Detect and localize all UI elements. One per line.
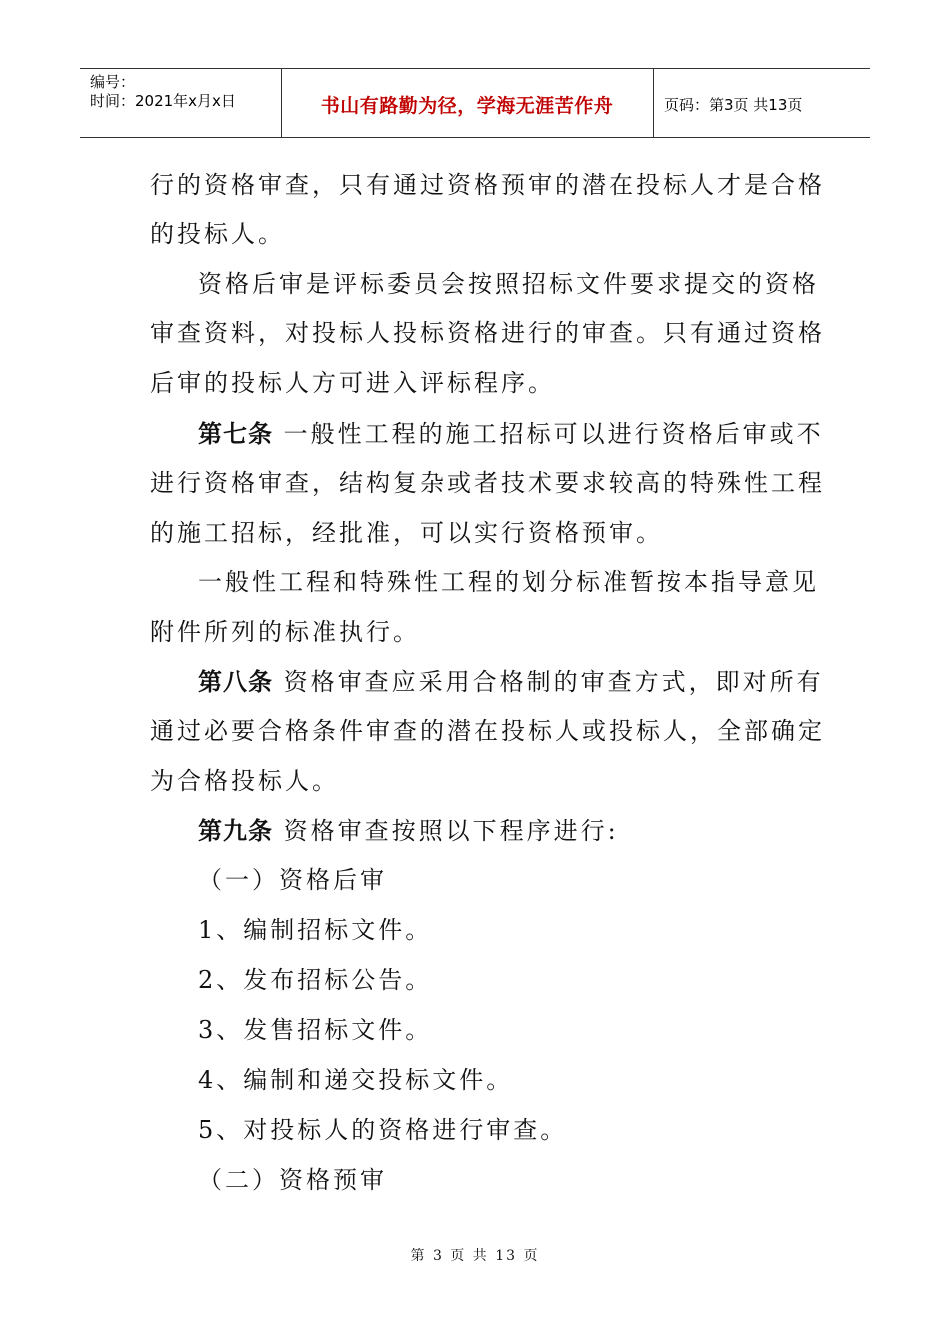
paragraph-line: 为合格投标人。 [150,767,339,795]
section-heading: （一）资格后审 [198,866,387,894]
list-item: 5、对投标人的资格进行审查。 [198,1116,568,1144]
header-page-cell [654,69,870,137]
page-footer: 第 3 页 共 13 页 [410,1248,540,1264]
paragraph-line: 一般性工程和特殊性工程的划分标准暂按本指导意见 [198,568,819,596]
list-item: 1、编制招标文件。 [198,916,433,944]
article-7-text: 一般性工程的施工招标可以进行资格后审或不 [283,420,824,448]
section-heading: （二）资格预审 [198,1166,387,1194]
header-meta-cell [80,69,282,137]
paragraph-line: 的投标人。 [150,220,285,248]
paragraph-line: 通过必要合格条件审查的潜在投标人或投标人，全部确定 [150,717,825,745]
article-7-line [198,419,824,449]
article-9-text: 资格审查按照以下程序进行: [283,817,619,845]
paragraph-line: 审查资料，对投标人投标资格进行的审查。只有通过资格 [150,319,825,347]
header-motto-cell [281,69,654,137]
header-motto: 书山有路勤为径，学海无涯苦作舟 [320,95,614,117]
doc-number-label: 编号： [90,73,136,91]
doc-time-label: 时间：2021年x月x日 [90,92,236,110]
list-item: 3、发售招标文件。 [198,1016,433,1044]
article-9-title: 第九条 [198,816,273,845]
page-header [80,68,870,138]
article-7-title: 第七条 [198,419,273,448]
paragraph-line: 行的资格审查，只有通过资格预审的潜在投标人才是合格 [150,171,825,199]
header-page-info: 页码：第3页 共13页 [664,96,803,114]
paragraph-line: 后审的投标人方可进入评标程序。 [150,369,555,397]
article-8-title: 第八条 [198,667,273,696]
article-9-line [198,816,619,846]
paragraph-line: 的施工招标，经批准，可以实行资格预审。 [150,519,663,547]
paragraph-line: 附件所列的标准执行。 [150,618,420,646]
list-item: 4、编制和递交投标文件。 [198,1066,514,1094]
list-item: 2、发布招标公告。 [198,966,433,994]
article-8-text: 资格审查应采用合格制的审查方式，即对所有 [283,668,824,696]
article-8-line [198,667,824,697]
paragraph-line: 资格后审是评标委员会按照招标文件要求提交的资格 [198,270,819,298]
paragraph-line: 进行资格审查，结构复杂或者技术要求较高的特殊性工程 [150,469,825,497]
